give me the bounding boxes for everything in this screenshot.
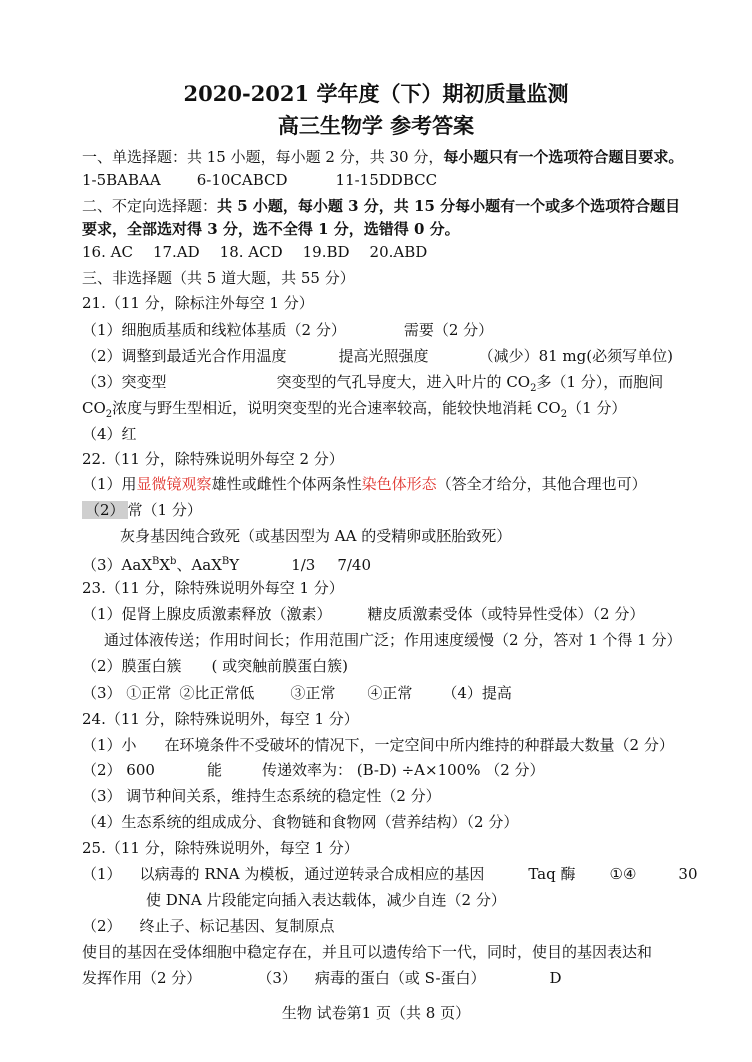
- q25-heading: 25.（11 分，除特殊说明外，每空 1 分）: [82, 839, 359, 857]
- q22-line1: （1）用显微镜观察雄性或雌性个体两条性染色体形态（答全才给分，其他合理也可）: [82, 475, 647, 493]
- page-subtitle: 高三生物学 参考答案: [277, 113, 475, 138]
- q21-line2: （2）调整到最适光合作用温度 提高光照强度 （减少）81 mg(必须写单位): [82, 347, 673, 365]
- q23-heading: 23.（11 分，除特殊说明外每空 1 分）: [82, 579, 344, 597]
- q23-line2: 通过体液传送；作用时间长；作用范围广泛；作用速度缓慢（2 分，答对 1 个得 1 分）: [104, 631, 682, 649]
- q22-line4: $(3)AaX^BX^b$、AaX$^B$Y 1/3 7/40: [82, 556, 372, 574]
- q21-line4: $CO_2$浓度与野生型相近，说明突变型的光合速率较高，能较快地消耗 $CO_2(1$ 分）: [82, 399, 627, 420]
- q24-line1: （1）小 在环境条件不受破坏的情况下，一定空间中所内维持的种群最大数量（2 分）: [82, 736, 674, 754]
- section-1-heading: 一、单选择题：共 15 小题，每小题 2 分，共 30 分，每小题只有一个选项符合题目要求。: [82, 148, 684, 166]
- q21-line1: （1）细胞质基质和线粒体基质（2 分） 需要（2 分）: [82, 321, 494, 339]
- q25-line2: 使 DNA 片段能定向插入表达载体，减少自连（2 分）: [146, 891, 506, 909]
- q24-line3: （3） 调节种间关系，维持生态系统的稳定性（2 分）: [82, 787, 441, 805]
- q22-line2: （2） 常（1 分）: [82, 500, 202, 520]
- q24-line2: （2） 600 能 传递效率为： (B-D) ÷A×100% （2 分）: [82, 761, 545, 779]
- q23-line4: （3） ①正常 ②比正常低 ③正常 ④正常 （4）提高: [82, 684, 512, 702]
- q22-heading: 22.（11 分，除特殊说明外每空 2 分）: [82, 450, 344, 468]
- q24-heading: 24.（11 分，除特殊说明外，每空 1 分）: [82, 710, 359, 728]
- q22-line3: 灰身基因纯合致死（或基因型为 AA 的受精卵或胚胎致死）: [120, 527, 512, 545]
- q25-line1: （1） 以病毒的 RNA 为模板，通过逆转录合成相应的基因 Taq 酶 ①④ 30: [82, 865, 698, 883]
- q23-line3: （2）膜蛋白簇 ( 或突触前膜蛋白簇): [82, 657, 349, 675]
- q25-line5: 发挥作用（2 分） （3） 病毒的蛋白（或 S-蛋白） D: [82, 969, 562, 987]
- section-2-heading: 二、不定向选择题：共 5 小题，每小题 3 分，共 15 分每小题有一个或多个选项符合题目: [82, 197, 681, 215]
- q25-line3: （2） 终止子、标记基因、复制原点: [82, 917, 335, 935]
- section-1-answers: 1-5BABAA 6-10CABCD 11-15DDBCC: [82, 171, 438, 189]
- page-title: 2020-2021 学年度（下）期初质量监测: [183, 81, 569, 106]
- section-3-heading: 三、非选择题（共 5 道大题，共 55 分）: [82, 269, 355, 287]
- section-2-heading-cont: 要求，全部选对得 3 分，选不全得 1 分，选错得 0 分。: [82, 220, 460, 238]
- section-2-answers: 16. AC 17.AD 18. ACD 19.BD 20.ABD: [82, 243, 428, 261]
- q21-line5: （4）红: [82, 425, 137, 443]
- page-footer: 生物 试卷第1 页（共 8 页）: [281, 1004, 471, 1022]
- q24-line4: （4）生态系统的组成成分、食物链和食物网（营养结构）（2 分）: [82, 813, 519, 831]
- q25-line4: 使目的基因在受体细胞中稳定存在，并且可以遗传给下一代，同时，使目的基因表达和: [82, 943, 653, 961]
- q21-heading: 21.（11 分，除标注外每空 1 分）: [82, 294, 314, 312]
- q23-line1: （1）促肾上腺皮质激素释放（激素） 糖皮质激素受体（或特异性受体）（2 分）: [82, 605, 645, 623]
- q21-line3: （3）突变型 突变型的气孔导度大，进入叶片的 $CO_2$多（1 分），而胞间: [82, 373, 664, 394]
